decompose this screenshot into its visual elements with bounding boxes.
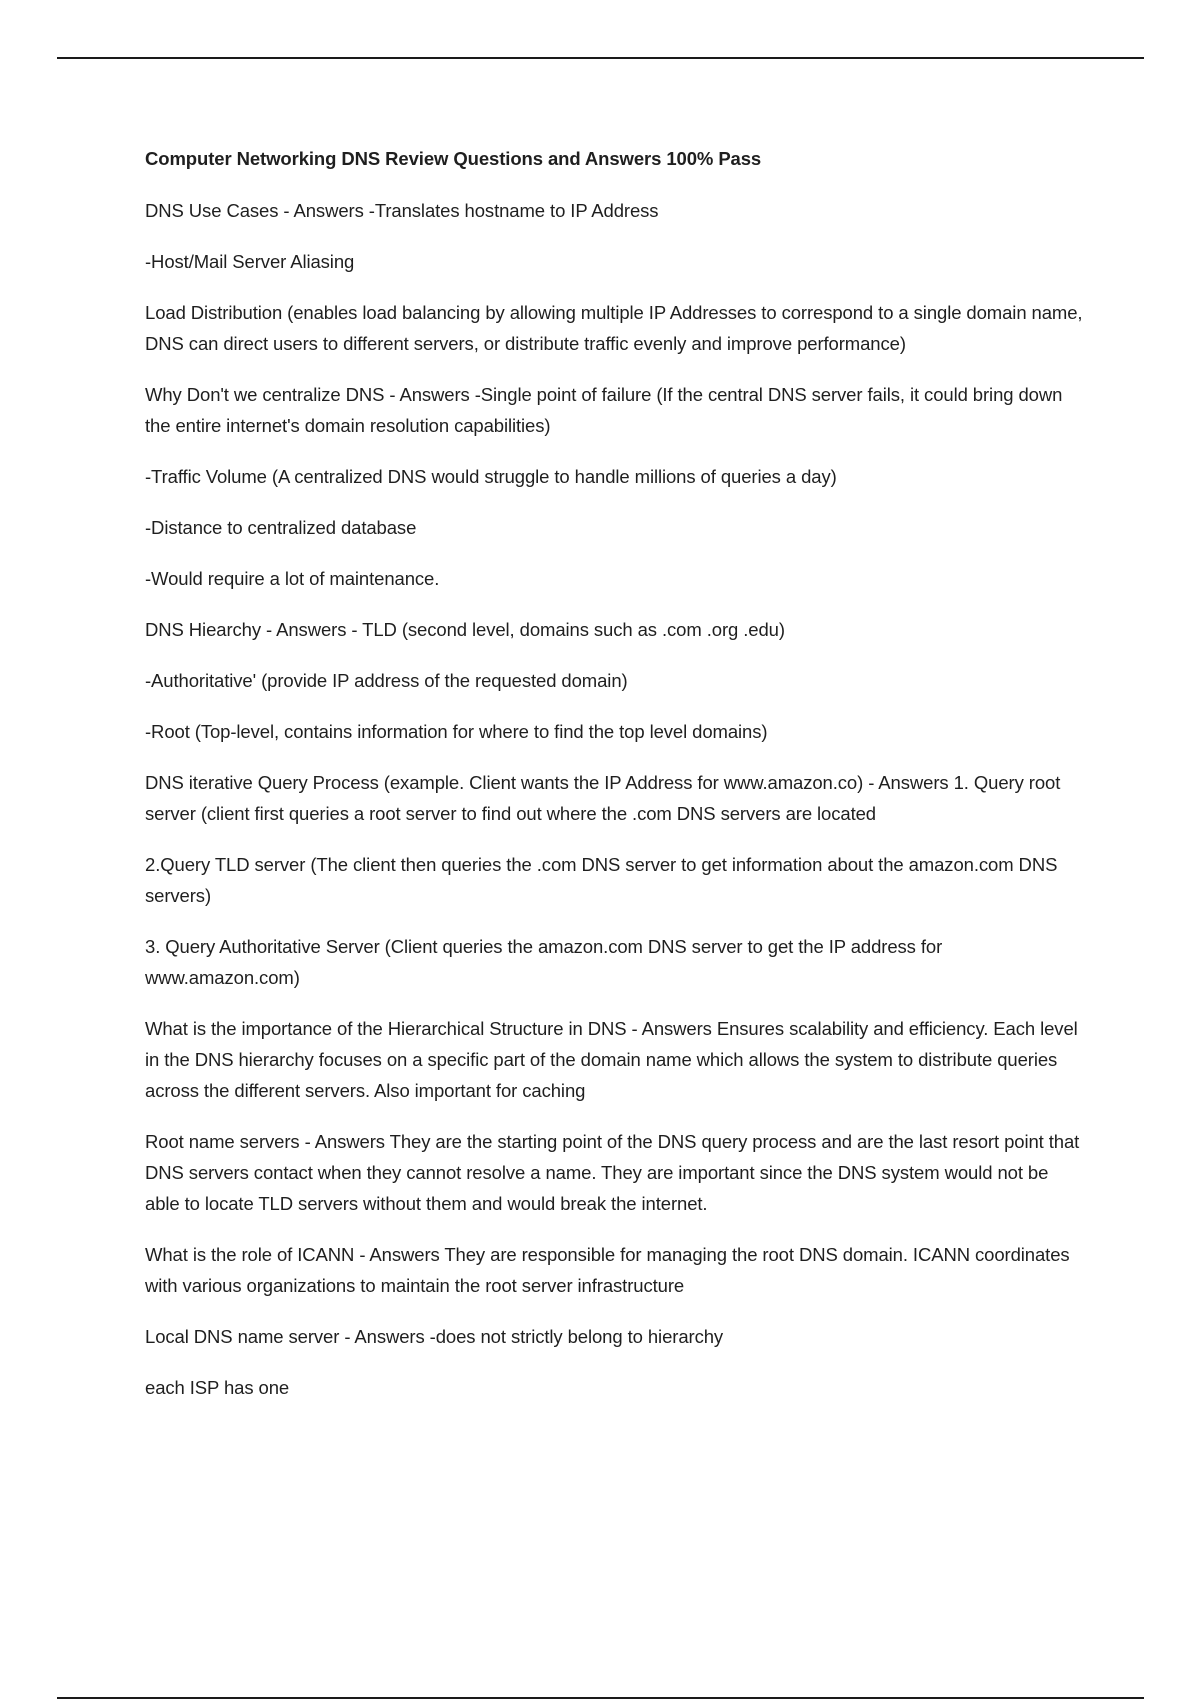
paragraph-isp: each ISP has one bbox=[145, 1377, 290, 1398]
document-title: Computer Networking DNS Review Questions and Answers 100% Pass bbox=[145, 148, 762, 169]
paragraph-query-authoritative: 3. Query Authoritative Server (Client queries the amazon.com DNS server to get the IP address for www.amazon.com) bbox=[145, 936, 943, 988]
document-body bbox=[145, 144, 1085, 1423]
paragraph-maintenance: -Would require a lot of maintenance. bbox=[145, 568, 440, 589]
footer-rule bbox=[57, 1697, 1144, 1699]
paragraph-dns-use-cases: DNS Use Cases - Answers -Translates hostname to IP Address bbox=[145, 200, 659, 221]
paragraph-distance: -Distance to centralized database bbox=[145, 517, 417, 538]
paragraph-aliasing: -Host/Mail Server Aliasing bbox=[145, 251, 355, 272]
paragraph-root: -Root (Top-level, contains information for where to find the top level domains) bbox=[145, 721, 768, 742]
paragraph-iterative-query: DNS iterative Query Process (example. Client wants the IP Address for www.amazon.co) - Answers 1. Query root server (client first queries a root server to find out where the .com DNS servers are located bbox=[145, 772, 1061, 824]
paragraph-why-not-centralize: Why Don't we centralize DNS - Answers -Single point of failure (If the central DNS server fails, it could bring down the entire internet's domain resolution capabilities) bbox=[145, 384, 1063, 436]
paragraph-icann: What is the role of ICANN - Answers They are responsible for managing the root DNS domain. ICANN coordinates with various organizations to maintain the root server infrastructure bbox=[145, 1244, 1070, 1296]
paragraph-traffic-volume: -Traffic Volume (A centralized DNS would struggle to handle millions of queries a day) bbox=[145, 466, 837, 487]
paragraph-hierarchical-importance: What is the importance of the Hierarchical Structure in DNS - Answers Ensures scalability and efficiency. Each level in the DNS hierarchy focuses on a specific part of the domain name which allows the system to distribute queries across the different servers. Also important for caching bbox=[145, 1018, 1078, 1101]
paragraph-authoritative: -Authoritative' (provide IP address of the requested domain) bbox=[145, 670, 628, 691]
paragraph-root-name-servers: Root name servers - Answers They are the starting point of the DNS query process and are the last resort point that DNS servers contact when they cannot resolve a name. They are important since the DNS system would not be able to locate TLD servers without them and would break the internet. bbox=[145, 1131, 1080, 1214]
paragraph-dns-hierarchy: DNS Hiearchy - Answers - TLD (second level, domains such as .com .org .edu) bbox=[145, 619, 785, 640]
paragraph-load-distribution: Load Distribution (enables load balancing by allowing multiple IP Addresses to correspond to a single domain name, DNS can direct users to different servers, or distribute traffic evenly and improve performance) bbox=[145, 302, 1083, 354]
paragraph-query-tld: 2.Query TLD server (The client then queries the .com DNS server to get information about the amazon.com DNS servers) bbox=[145, 854, 1058, 906]
paragraph-local-dns: Local DNS name server - Answers -does not strictly belong to hierarchy bbox=[145, 1326, 724, 1347]
header-rule bbox=[57, 57, 1144, 59]
